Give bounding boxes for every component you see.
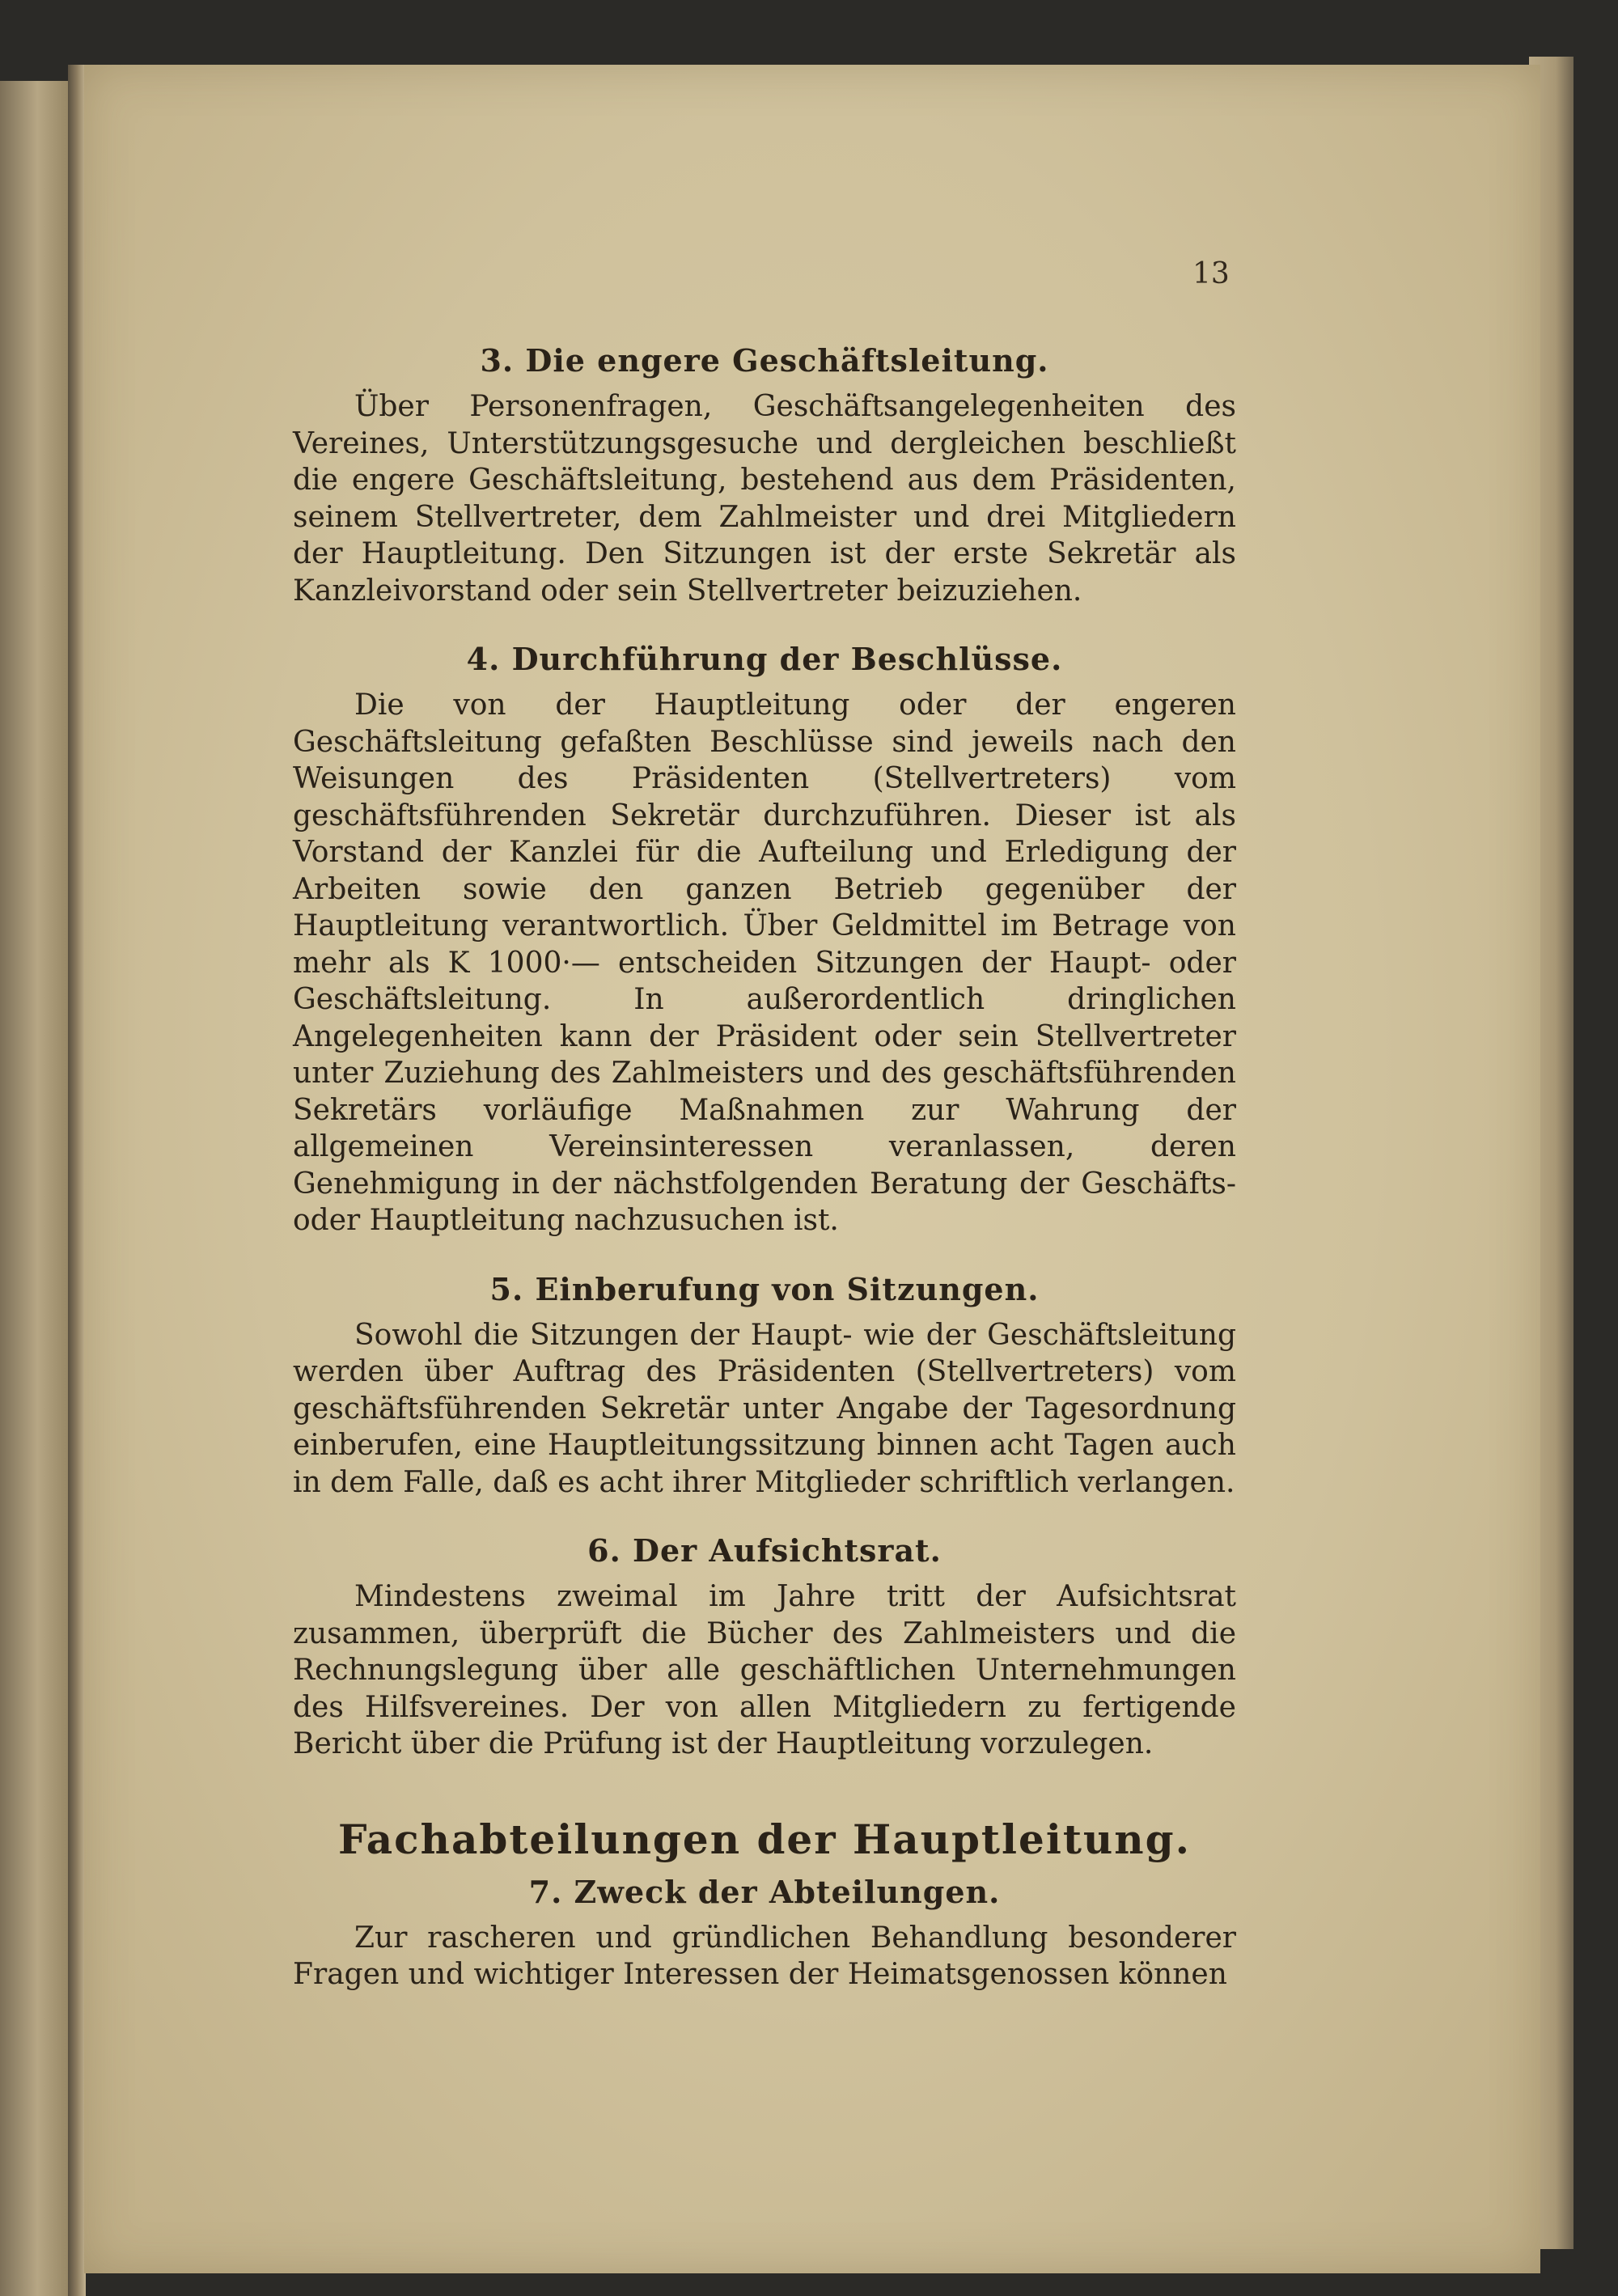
section-5-heading: 5. Einberufung von Sitzungen. — [489, 1270, 1040, 1307]
section-6-text: Mindestens zweimal im Jahre tritt der Aufsichtsrat zusammen, überprüft die Bücher des Zahlmeisters und die Rechnungslegung über alle geschäftlichen Unternehmungen des Hilfsvereines. Der von allen Mitgliedern zu fertigende Bericht über die Prüfung ist der Hauptleitung vorzulegen. — [293, 1580, 1236, 1760]
main-heading: Fachabteilungen der Hauptleitung. — [338, 1815, 1191, 1863]
section-5-text: Sowohl die Sitzungen der Haupt- wie der Geschäftsleitung werden über Auftrag des Präsidenten (Stellvertreters) vom geschäftsführenden Sekretär unter Angabe der Tagesordnung einberufen, eine Hauptleitungssitzung binnen acht Tagen auch in dem Falle, daß es acht ihrer Mitglieder schriftlich verlangen. — [293, 1318, 1236, 1499]
section-4-heading: 4. Durchführung der Beschlüsse. — [466, 641, 1063, 677]
left-page-edge — [0, 81, 68, 2296]
section-6-heading: 6. Der Aufsichtsrat. — [587, 1532, 942, 1569]
book-spine — [68, 65, 86, 2296]
section-3-text: Über Personenfragen, Geschäftsangelegenheiten des Vereines, Unterstützungsgesuche und dergleichen beschließt die engere Geschäftsleitung, bestehend aus dem Präsidenten, seinem Stellvertreter, dem Zahlmeister und drei Mitgliedern der Hauptleitung. Den Sitzungen ist der erste Sekretär als Kanzleivorstand oder sein Stellvertreter beizuziehen. — [293, 390, 1236, 608]
section-7-heading: 7. Zweck der Abteilungen. — [528, 1873, 1001, 1910]
section-3-heading: 3. Die engere Geschäftsleitung. — [480, 342, 1049, 379]
page-body — [293, 340, 1236, 1993]
section-4-text: Die von der Hauptleitung oder der engeren Geschäftsleitung gefaßten Beschlüsse sind jeweils nach den Weisungen des Präsidenten (Stellvertreters) vom geschäftsführenden Sekretär durchzuführen. Dieser ist als Vorstand der Kanzlei für die Aufteilung und Erledigung der Arbeiten sowie den ganzen Betrieb gegenüber der Hauptleitung verantwortlich. Über Geldmittel im Betrage von mehr als K 1000·— entscheiden Sitzungen der Haupt- oder Geschäftsleitung. In außerordentlich dringlichen Angelegenheiten kann der Präsident oder sein Stellvertreter unter Zuziehung des Zahlmeisters und des geschäftsführenden Sekretärs vorläufige Maßnahmen zur Wahrung der allgemeinen Vereinsinteressen veranlassen, deren Genehmigung in der nächstfolgenden Beratung der Geschäfts- oder Hauptleitung nachzusuchen ist. — [293, 688, 1236, 1237]
page-number: 13 — [1192, 257, 1230, 290]
section-7-text: Zur rascheren und gründlichen Behandlung besonderer Fragen und wichtiger Interessen der Heimatsgenossen können — [293, 1921, 1236, 1991]
